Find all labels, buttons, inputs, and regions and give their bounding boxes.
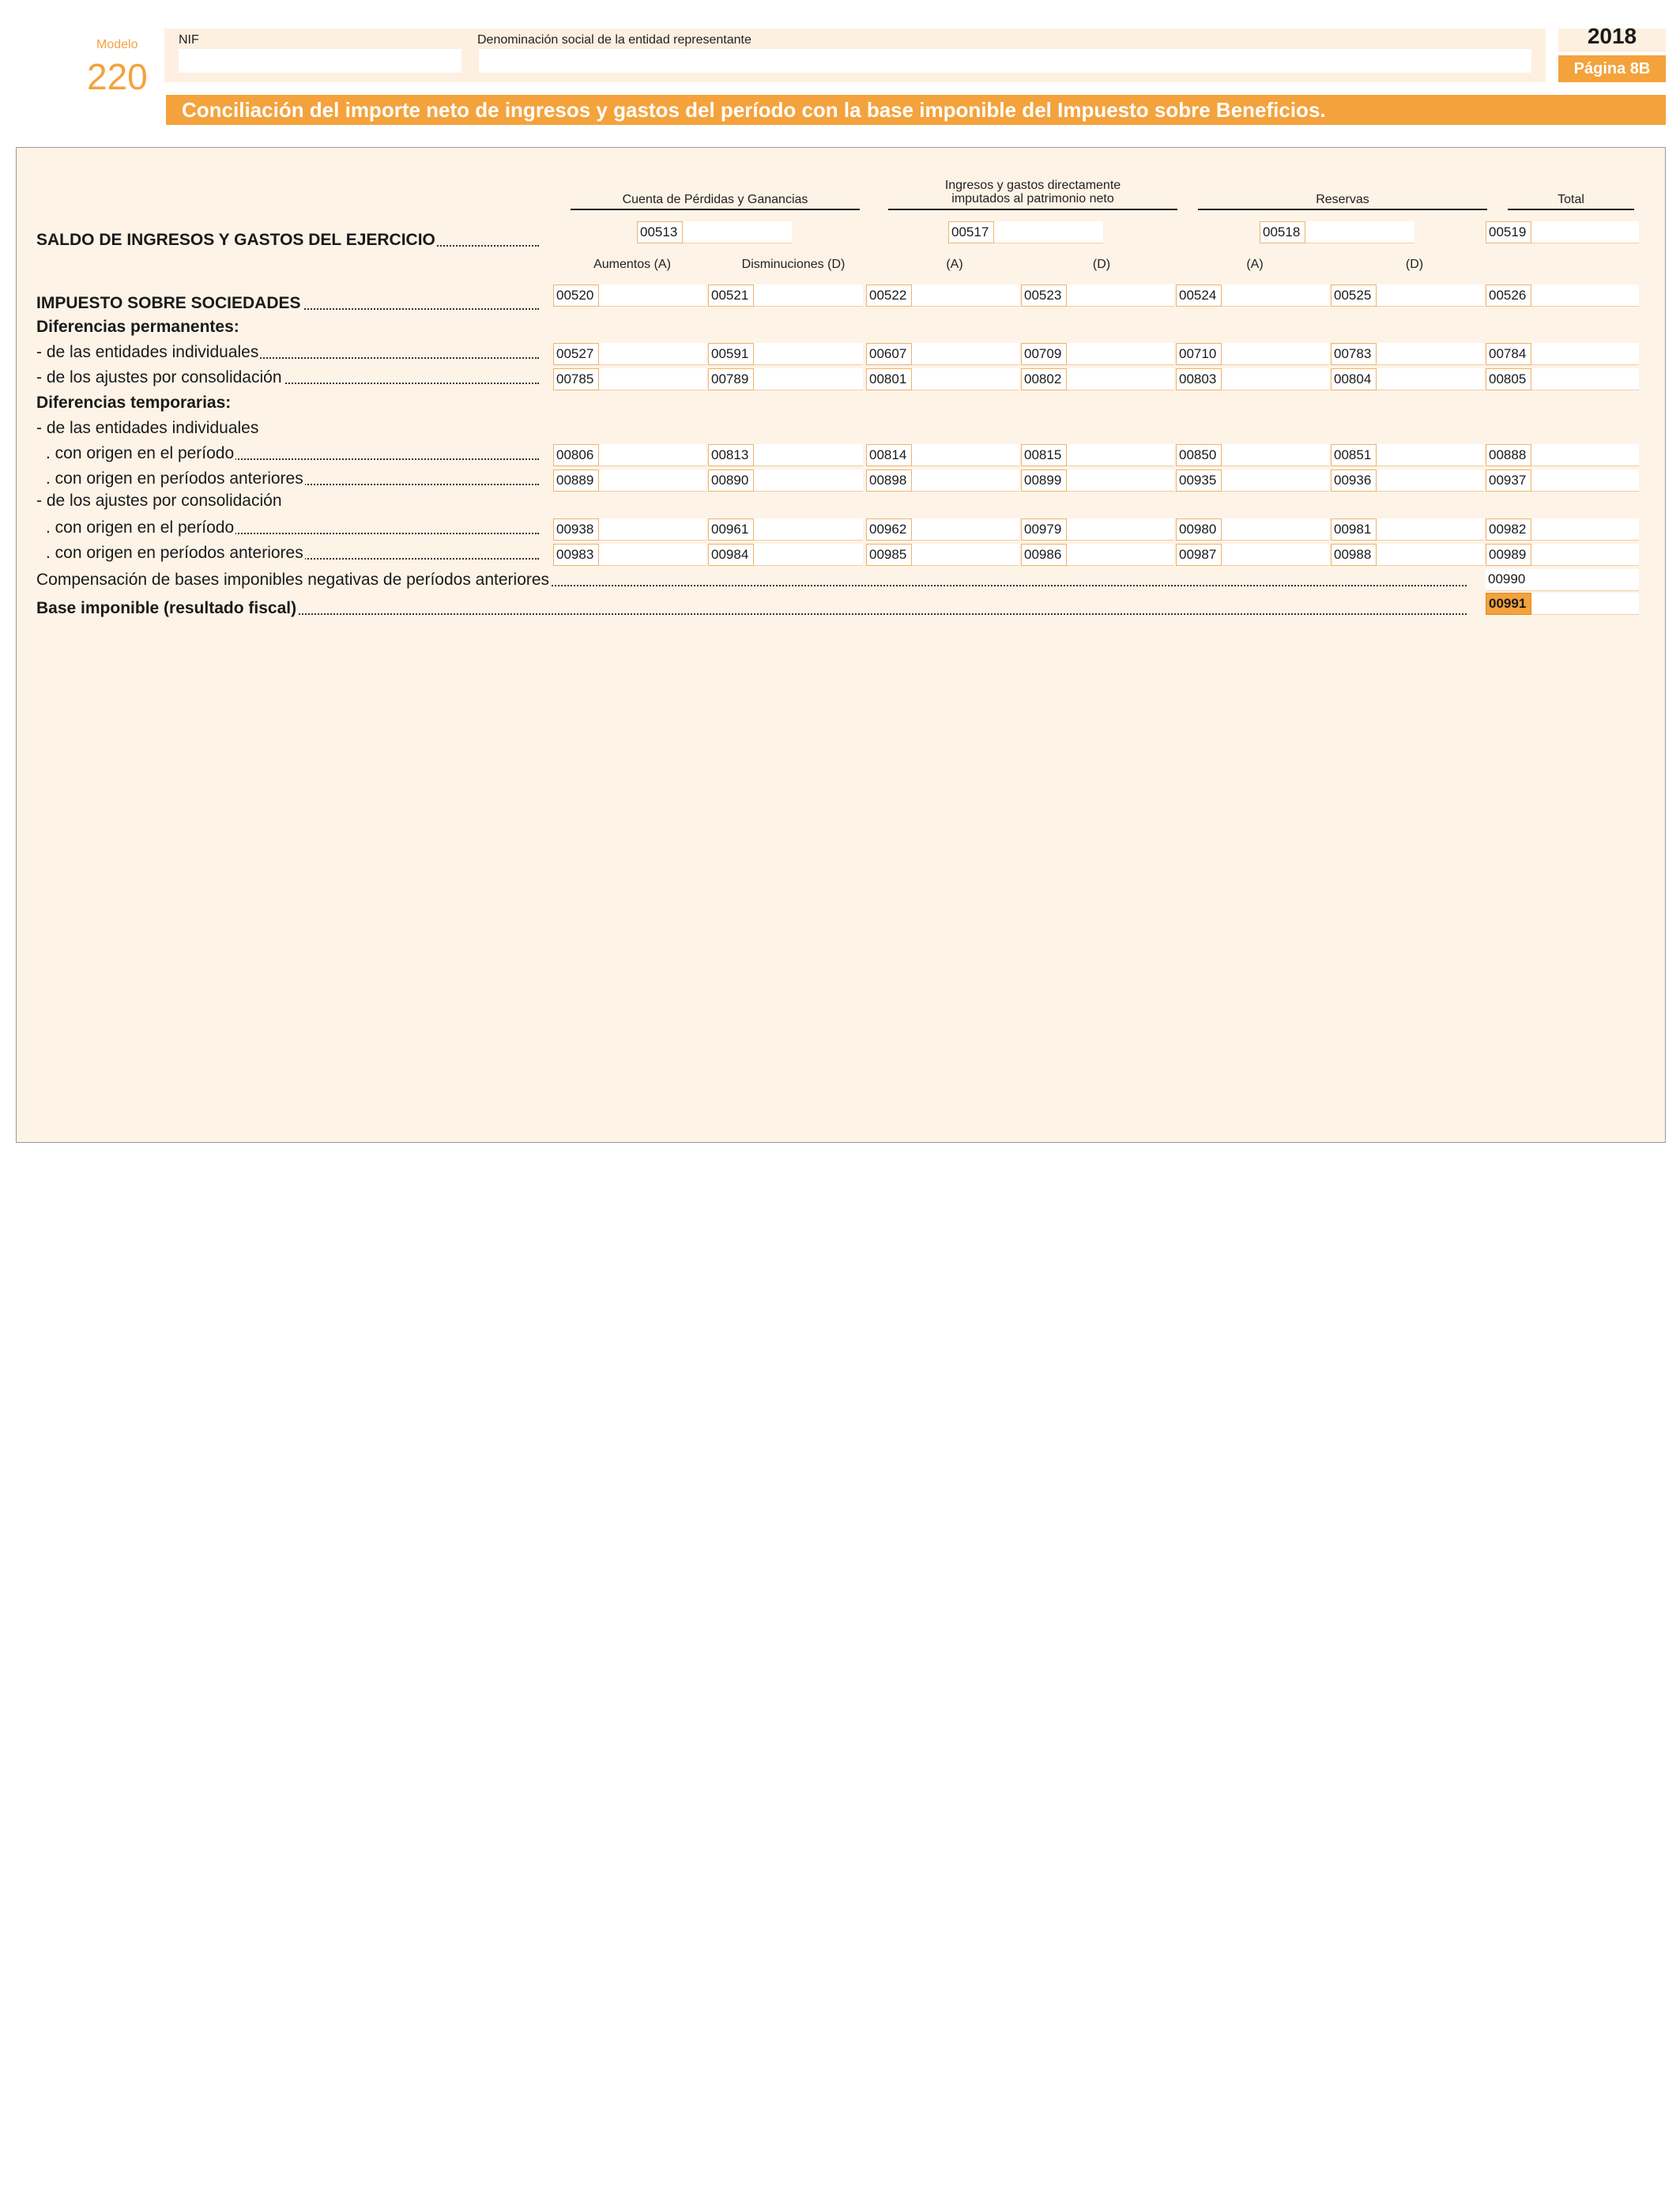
field-00899[interactable] [1021, 469, 1174, 492]
field-00813[interactable] [708, 444, 863, 466]
field-00961[interactable] [708, 518, 863, 541]
field-code: 00985 [866, 544, 912, 566]
field-00937[interactable] [1486, 469, 1639, 492]
field-code: 00806 [553, 444, 599, 466]
field-code: 00517 [948, 221, 994, 243]
field-code: 00527 [553, 343, 599, 365]
field-00851[interactable] [1331, 444, 1484, 466]
field-code: 00935 [1176, 469, 1222, 492]
subhead-reservas-a: (A) [1246, 258, 1264, 271]
field-code: 00984 [708, 544, 754, 566]
modelo-label: Modelo [96, 38, 138, 51]
field-00520[interactable] [553, 285, 706, 307]
field-00525[interactable] [1331, 285, 1484, 307]
field-code: 00981 [1331, 518, 1377, 541]
field-code: 00802 [1021, 368, 1067, 390]
field-code: 00709 [1021, 343, 1067, 365]
row-label-temp-ind-periodo: . con origen en el período [36, 443, 539, 465]
col-head-patrimonio-line1: Ingresos y gastos directamente [944, 179, 1121, 192]
field-00521[interactable] [708, 285, 863, 307]
field-00988[interactable] [1331, 544, 1484, 566]
field-00938[interactable] [553, 518, 706, 541]
field-code: 00814 [866, 444, 912, 466]
field-code: 00524 [1176, 285, 1222, 307]
row-label-temp-individuales: - de las entidades individuales [36, 419, 259, 437]
field-00991[interactable] [1486, 593, 1639, 615]
field-code: 00522 [866, 285, 912, 307]
field-00980[interactable] [1176, 518, 1329, 541]
field-code: 00982 [1486, 518, 1531, 541]
row-label-temp-consolidacion: - de los ajustes por consolidación [36, 492, 282, 510]
field-00936[interactable] [1331, 469, 1484, 492]
field-00607[interactable] [866, 343, 1019, 365]
field-00962[interactable] [866, 518, 1019, 541]
field-code: 00805 [1486, 368, 1531, 390]
field-code: 00989 [1486, 544, 1531, 566]
col-head-reservas: Reservas [1316, 193, 1369, 206]
subhead-aumentos: Aumentos (A) [593, 258, 671, 271]
field-00710[interactable] [1176, 343, 1329, 365]
field-code: 00520 [553, 285, 599, 307]
row-label-saldo: SALDO DE INGRESOS Y GASTOS DEL EJERCICIO [36, 229, 539, 251]
field-00985[interactable] [866, 544, 1019, 566]
row-label-temp-ind-anteriores: . con origen en períodos anteriores [36, 468, 539, 490]
field-code: 00815 [1021, 444, 1067, 466]
col-head-pyg: Cuenta de Pérdidas y Ganancias [622, 193, 808, 206]
field-00804[interactable] [1331, 368, 1484, 390]
field-00983[interactable] [553, 544, 706, 566]
field-code: 00962 [866, 518, 912, 541]
field-00783[interactable] [1331, 343, 1484, 365]
field-00982[interactable] [1486, 518, 1639, 541]
field-code: 00523 [1021, 285, 1067, 307]
field-code: 00525 [1331, 285, 1377, 307]
field-code: 00988 [1331, 544, 1377, 566]
field-code: 00591 [708, 343, 754, 365]
field-00888[interactable] [1486, 444, 1639, 466]
row-label-perm-individuales: - de las entidades individuales [36, 341, 539, 364]
subhead-disminuciones: Disminuciones (D) [741, 258, 846, 271]
subhead-patrimonio-d: (D) [1092, 258, 1111, 271]
col-line-pyg [571, 209, 860, 210]
nif-label: NIF [179, 33, 199, 47]
field-00523[interactable] [1021, 285, 1174, 307]
field-code: 00813 [708, 444, 754, 466]
field-code: 00986 [1021, 544, 1067, 566]
field-code: 00784 [1486, 343, 1531, 365]
nif-field[interactable] [179, 49, 461, 73]
subhead-reservas-d: (D) [1405, 258, 1424, 271]
field-code: 00890 [708, 469, 754, 492]
field-00789[interactable] [708, 368, 863, 390]
field-code: 00803 [1176, 368, 1222, 390]
field-00889[interactable] [553, 469, 706, 492]
field-00524[interactable] [1176, 285, 1329, 307]
field-code: 00899 [1021, 469, 1067, 492]
entity-label: Denominación social de la entidad representante [477, 33, 751, 47]
field-00981[interactable] [1331, 518, 1484, 541]
row-label-base-imponible: Base imponible (resultado fiscal) [36, 598, 1467, 620]
col-head-patrimonio-line2: imputados al patrimonio neto [951, 192, 1114, 205]
field-code: 00785 [553, 368, 599, 390]
field-code: 00889 [553, 469, 599, 492]
row-label-impuesto: IMPUESTO SOBRE SOCIEDADES [36, 292, 539, 315]
field-00518[interactable] [1260, 221, 1414, 243]
field-code: 00850 [1176, 444, 1222, 466]
field-code: 00518 [1260, 221, 1305, 243]
field-code: 00521 [708, 285, 754, 307]
field-00513[interactable] [637, 221, 792, 243]
field-code: 00789 [708, 368, 754, 390]
field-00989[interactable] [1486, 544, 1639, 566]
field-code: 00783 [1331, 343, 1377, 365]
field-00986[interactable] [1021, 544, 1174, 566]
field-00935[interactable] [1176, 469, 1329, 492]
col-line-patrimonio [888, 209, 1177, 210]
field-00805[interactable] [1486, 368, 1639, 390]
field-code: 00513 [637, 221, 683, 243]
row-label-dif-permanentes: Diferencias permanentes: [36, 318, 239, 336]
subhead-patrimonio-a: (A) [946, 258, 963, 271]
field-00591[interactable] [708, 343, 863, 365]
field-code: 00991 [1486, 593, 1531, 615]
field-code: 00526 [1486, 285, 1531, 307]
field-00803[interactable] [1176, 368, 1329, 390]
field-code: 00710 [1176, 343, 1222, 365]
field-00526[interactable] [1486, 285, 1639, 307]
row-label-temp-cons-periodo: . con origen en el período [36, 517, 539, 539]
field-code: 00804 [1331, 368, 1377, 390]
field-code: 00851 [1331, 444, 1377, 466]
entity-name-field[interactable] [479, 49, 1531, 73]
row-label-dif-temporarias: Diferencias temporarias: [36, 394, 232, 412]
field-00990[interactable] [1486, 569, 1639, 591]
header-fields-bar [164, 28, 1546, 82]
field-00815[interactable] [1021, 444, 1174, 466]
field-code: 00987 [1176, 544, 1222, 566]
field-00802[interactable] [1021, 368, 1174, 390]
field-00785[interactable] [553, 368, 706, 390]
field-code: 00937 [1486, 469, 1531, 492]
field-00519[interactable] [1486, 221, 1639, 243]
field-code: 00980 [1176, 518, 1222, 541]
field-00890[interactable] [708, 469, 863, 492]
field-code: 00888 [1486, 444, 1531, 466]
field-00806[interactable] [553, 444, 706, 466]
field-00522[interactable] [866, 285, 1019, 307]
field-00517[interactable] [948, 221, 1103, 243]
col-head-patrimonio [888, 179, 1177, 205]
field-00814[interactable] [866, 444, 1019, 466]
field-00527[interactable] [553, 343, 706, 365]
field-00979[interactable] [1021, 518, 1174, 541]
field-code: 00938 [553, 518, 599, 541]
col-line-total [1508, 209, 1634, 210]
field-code: 00898 [866, 469, 912, 492]
field-00850[interactable] [1176, 444, 1329, 466]
page-title: Conciliación del importe neto de ingresos y gastos del período con la base imponible del Impuesto sobre Beneficios. [166, 95, 1666, 125]
field-00709[interactable] [1021, 343, 1174, 365]
field-code: 00936 [1331, 469, 1377, 492]
col-head-total: Total [1558, 193, 1584, 206]
field-00984[interactable] [708, 544, 863, 566]
field-00801[interactable] [866, 368, 1019, 390]
field-code: 00961 [708, 518, 754, 541]
row-label-temp-cons-anteriores: . con origen en períodos anteriores [36, 542, 539, 564]
field-code: 00990 [1488, 571, 1526, 586]
col-line-reservas [1198, 209, 1487, 210]
field-00898[interactable] [866, 469, 1019, 492]
modelo-number: 220 [87, 56, 148, 97]
field-code: 00983 [553, 544, 599, 566]
field-code: 00801 [866, 368, 912, 390]
field-code: 00607 [866, 343, 912, 365]
field-code: 00519 [1486, 221, 1531, 243]
row-label-compensacion: Compensación de bases imponibles negativas de períodos anteriores [36, 569, 1467, 591]
field-00987[interactable] [1176, 544, 1329, 566]
year: 2018 [1587, 24, 1637, 48]
page-badge: Página 8B [1558, 55, 1666, 82]
field-code: 00979 [1021, 518, 1067, 541]
field-00784[interactable] [1486, 343, 1639, 365]
row-label-perm-consolidacion: - de los ajustes por consolidación [36, 367, 539, 389]
